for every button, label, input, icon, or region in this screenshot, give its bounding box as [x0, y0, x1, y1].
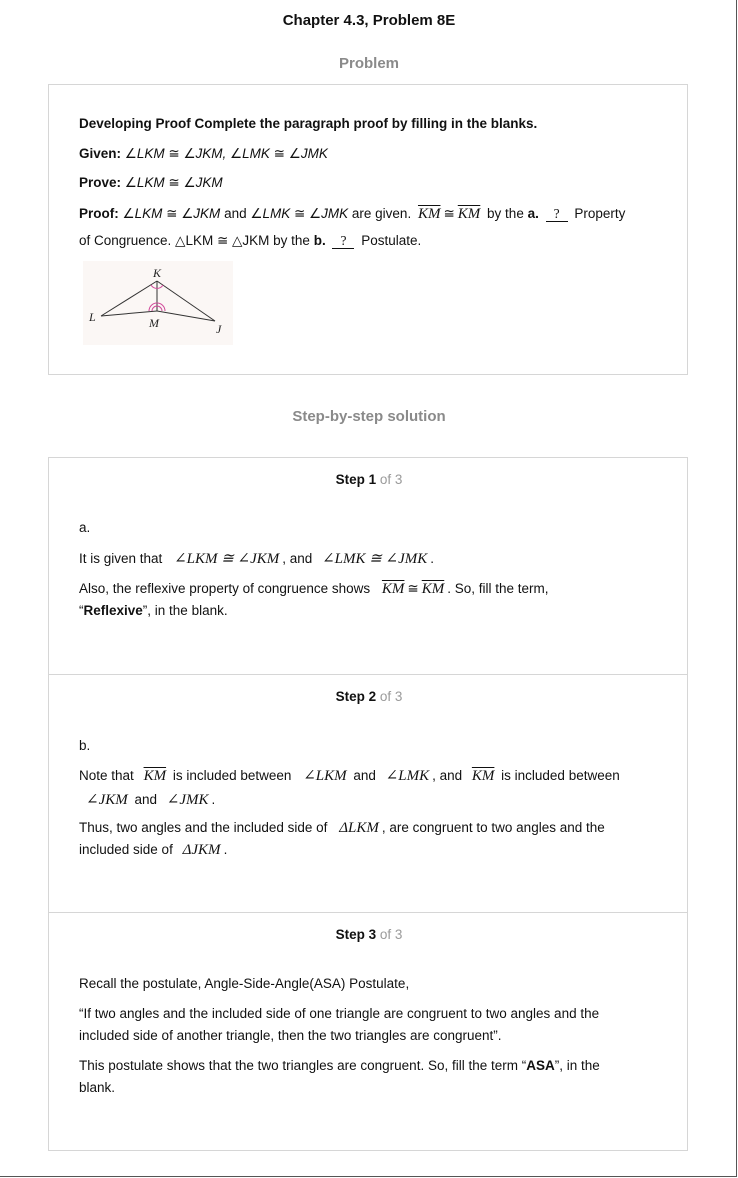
label-k: K: [153, 266, 162, 280]
proof-angle-2: ∠LMK ≅ ∠JMK: [250, 206, 349, 221]
step-1-label: Step 1: [335, 472, 377, 487]
step-3-line-5: blank.: [79, 1080, 116, 1095]
proof-property: Property: [574, 206, 626, 221]
triangle-figure: [83, 261, 233, 345]
congruent-symbol: ≅: [443, 206, 455, 221]
step-1-period: .: [430, 551, 435, 566]
step-2-angle-jkm: ∠JKM: [86, 792, 128, 808]
proof-angle-1: ∠LKM ≅ ∠JKM: [122, 206, 221, 221]
segment-km-1: $\overline{KM}$: [417, 206, 441, 222]
step-2-triangle-jkm: ΔJKM: [182, 842, 221, 858]
problem-box: [48, 84, 688, 375]
prove-label: Prove:: [79, 175, 122, 190]
step-2-line-2: [83, 789, 215, 811]
step-2-box: [48, 674, 688, 913]
step-2-triangle-lkm: ΔLKM: [339, 820, 379, 836]
step-1-text-reflexive: Also, the reflexive property of congruence shows: [79, 581, 371, 596]
segment-km-2: $\overline{KM}$: [457, 206, 481, 222]
step-3-header: [49, 927, 689, 942]
step-2-label: Step 2: [335, 689, 377, 704]
step-1-fill-text: . So, fill the term,: [447, 581, 549, 596]
step-2-thus: Thus, two angles and the included side of: [79, 820, 328, 835]
step-3-box: [48, 912, 688, 1151]
step-2-count: of 3: [379, 689, 403, 704]
page-title: Chapter 4.3, Problem 8E: [282, 12, 456, 29]
problem-heading: Problem: [338, 55, 399, 72]
step-3-postulate-text: This postulate shows that the two triangles are congruent. So, fill the term “: [79, 1058, 527, 1073]
step-2-and-3: and: [134, 792, 158, 807]
step-2-included-2: is included between: [501, 768, 620, 783]
step-2-and-1: and: [353, 768, 376, 783]
step-1-open-quote: “: [79, 603, 84, 618]
step-2-angle-lmk: ∠LMK: [385, 768, 430, 784]
step-2-included-1: is included between: [172, 768, 292, 783]
label-l: L: [89, 310, 96, 324]
step-2-included-side: included side of: [79, 842, 173, 857]
step-1-in-blank: ”, in the blank.: [142, 603, 228, 618]
blank-b-label: b.: [313, 233, 326, 248]
label-m: M: [149, 316, 159, 330]
proof-label: Proof:: [79, 206, 119, 221]
step-1-text-given: It is given that: [79, 551, 163, 566]
step-1-math-1: ∠LKM ≅ ∠JKM: [174, 551, 280, 567]
given-label: Given:: [79, 146, 122, 161]
step-2-note-that: Note that: [79, 768, 134, 783]
step-1-math-2: ∠LMK ≅ ∠JMK: [322, 551, 428, 567]
blank-a-label: a.: [527, 206, 539, 221]
step-3-answer: ASA: [526, 1058, 555, 1073]
prove-text: ∠LKM ≅ ∠JKM: [124, 175, 223, 190]
proof-line-2: [79, 230, 421, 252]
step-3-label: Step 3: [335, 927, 377, 942]
step-1-count: of 3: [379, 472, 403, 487]
step-2-period-1: .: [211, 792, 216, 807]
step-2-congruent-text: , are congruent to two angles and the: [381, 820, 605, 835]
step-1-box: [48, 457, 688, 675]
proof-congruence-text: of Congruence. △LKM ≅ △JKM by the: [79, 233, 310, 248]
problem-intro: Developing Proof Complete the paragraph proof by filling in the blanks.: [79, 116, 538, 131]
solution-heading: Step-by-step solution: [292, 408, 446, 425]
step-3-line-2: “If two angles and the included side of one triangle are congruent to two angles and the: [79, 1006, 600, 1021]
step-1-segment-1: $\overline{KM}$: [381, 581, 405, 597]
step-1-line-2: [79, 578, 549, 600]
step-1-segment-2: $\overline{KM}$: [421, 581, 445, 597]
step-3-line-3: included side of another triangle, then the two triangles are congruent”.: [79, 1028, 502, 1043]
step-2-period-2: .: [223, 842, 228, 857]
step-3-line-1: Recall the postulate, Angle-Side-Angle(ASA) Postulate,: [79, 976, 410, 991]
step-2-line-1: [79, 765, 620, 787]
label-j: J: [216, 322, 222, 336]
given-line: [79, 143, 328, 165]
step-1-congruent: ≅: [407, 581, 419, 596]
step-2-and-2: , and: [432, 768, 463, 783]
step-3-count: of 3: [379, 927, 403, 942]
proof-by-the: by the: [487, 206, 524, 221]
step-1-part: a.: [79, 520, 91, 535]
prove-line: [79, 172, 223, 194]
step-3-line-4: [79, 1055, 600, 1077]
step-2-angle-lkm: ∠LKM: [303, 768, 347, 784]
step-2-angle-jmk: ∠JMK: [166, 792, 209, 808]
step-1-line-1: [79, 548, 434, 570]
proof-postulate: Postulate.: [361, 233, 422, 248]
step-2-part: b.: [79, 738, 91, 753]
step-2-line-3: [79, 817, 605, 839]
step-1-line-3: [79, 600, 228, 622]
step-2-segment-1: $\overline{KM}$: [143, 768, 167, 784]
proof-line-1: [79, 203, 625, 225]
blank-a: ?: [546, 207, 568, 222]
step-1-text-and: , and: [282, 551, 313, 566]
proof-given: are given.: [351, 206, 412, 221]
step-2-segment-2: $\overline{KM}$: [471, 768, 495, 784]
step-2-line-4: [79, 839, 227, 861]
given-text: ∠LKM ≅ ∠JKM, ∠LMK ≅ ∠JMK: [124, 146, 328, 161]
proof-and: and: [224, 206, 247, 221]
step-2-header: [49, 689, 689, 704]
step-1-header: [49, 472, 689, 487]
blank-b: ?: [332, 234, 354, 249]
step-1-answer: Reflexive: [83, 603, 143, 618]
step-3-in-the: ”, in the: [554, 1058, 600, 1073]
